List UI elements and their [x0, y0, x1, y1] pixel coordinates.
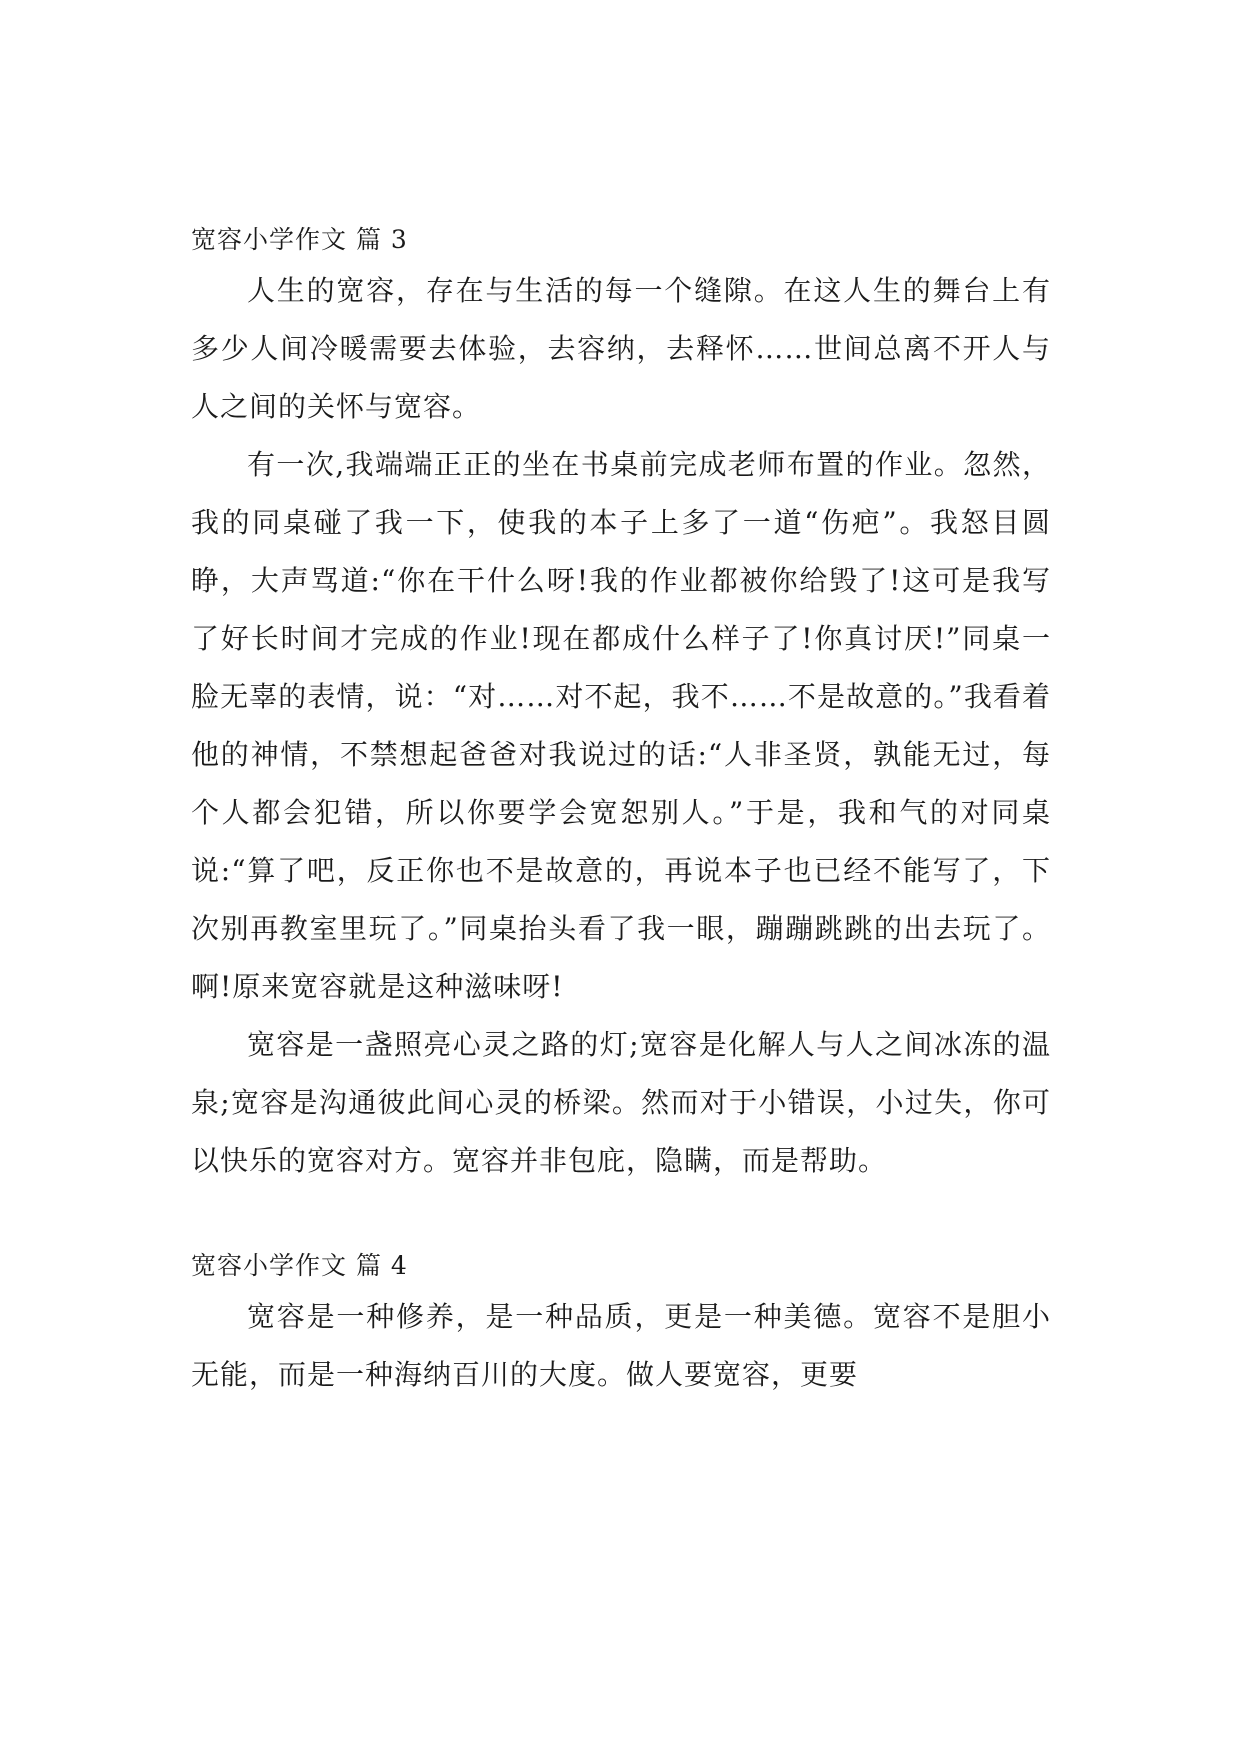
section-title: 宽容小学作文 篇 3: [191, 225, 408, 254]
paragraph: 人生的宽容，存在与生活的每一个缝隙。在这人生的舞台上有多少人间冷暖需要去体验，去容纳，去释怀……世间总离不开人与人之间的关怀与宽容。: [191, 274, 1051, 423]
paragraph: 有一次,我端端正正的坐在书桌前完成老师布置的作业。忽然，我的同桌碰了我一下，使我的本子上多了一道“伤疤”。我怒目圆睁，大声骂道:“你在干什么呀!我的作业都被你给毁了!这可是我写了好长时间才完成的作业!现在都成什么样子了!你真讨厌!”同桌一脸无辜的表情，说：“对……对不起，我不……不是故意的。”我看着他的神情，不禁想起爸爸对我说过的话:“人非圣贤，孰能无过，每个人都会犯错，所以你要学会宽恕别人。”于是，我和气的对同桌说:“算了吧，反正你也不是故意的，再说本子也已经不能写了，下次别再教室里玩了。”同桌抬头看了我一眼，蹦蹦跳跳的出去玩了。啊!原来宽容就是这种滋味呀!: [191, 448, 1051, 1003]
essay-section-4: [191, 1248, 1051, 1404]
paragraph: 宽容是一种修养，是一种品质，更是一种美德。宽容不是胆小无能，而是一种海纳百川的大度。做人要宽容，更要: [191, 1300, 1051, 1391]
section-title: 宽容小学作文 篇 4: [191, 1251, 408, 1280]
paragraph: 宽容是一盏照亮心灵之路的灯;宽容是化解人与人之间冰冻的温泉;宽容是沟通彼此间心灵的桥梁。然而对于小错误，小过失，你可以快乐的宽容对方。宽容并非包庇，隐瞒，而是帮助。: [191, 1028, 1051, 1177]
essay-section-3: [191, 222, 1051, 1190]
document-content: [191, 222, 1051, 1404]
